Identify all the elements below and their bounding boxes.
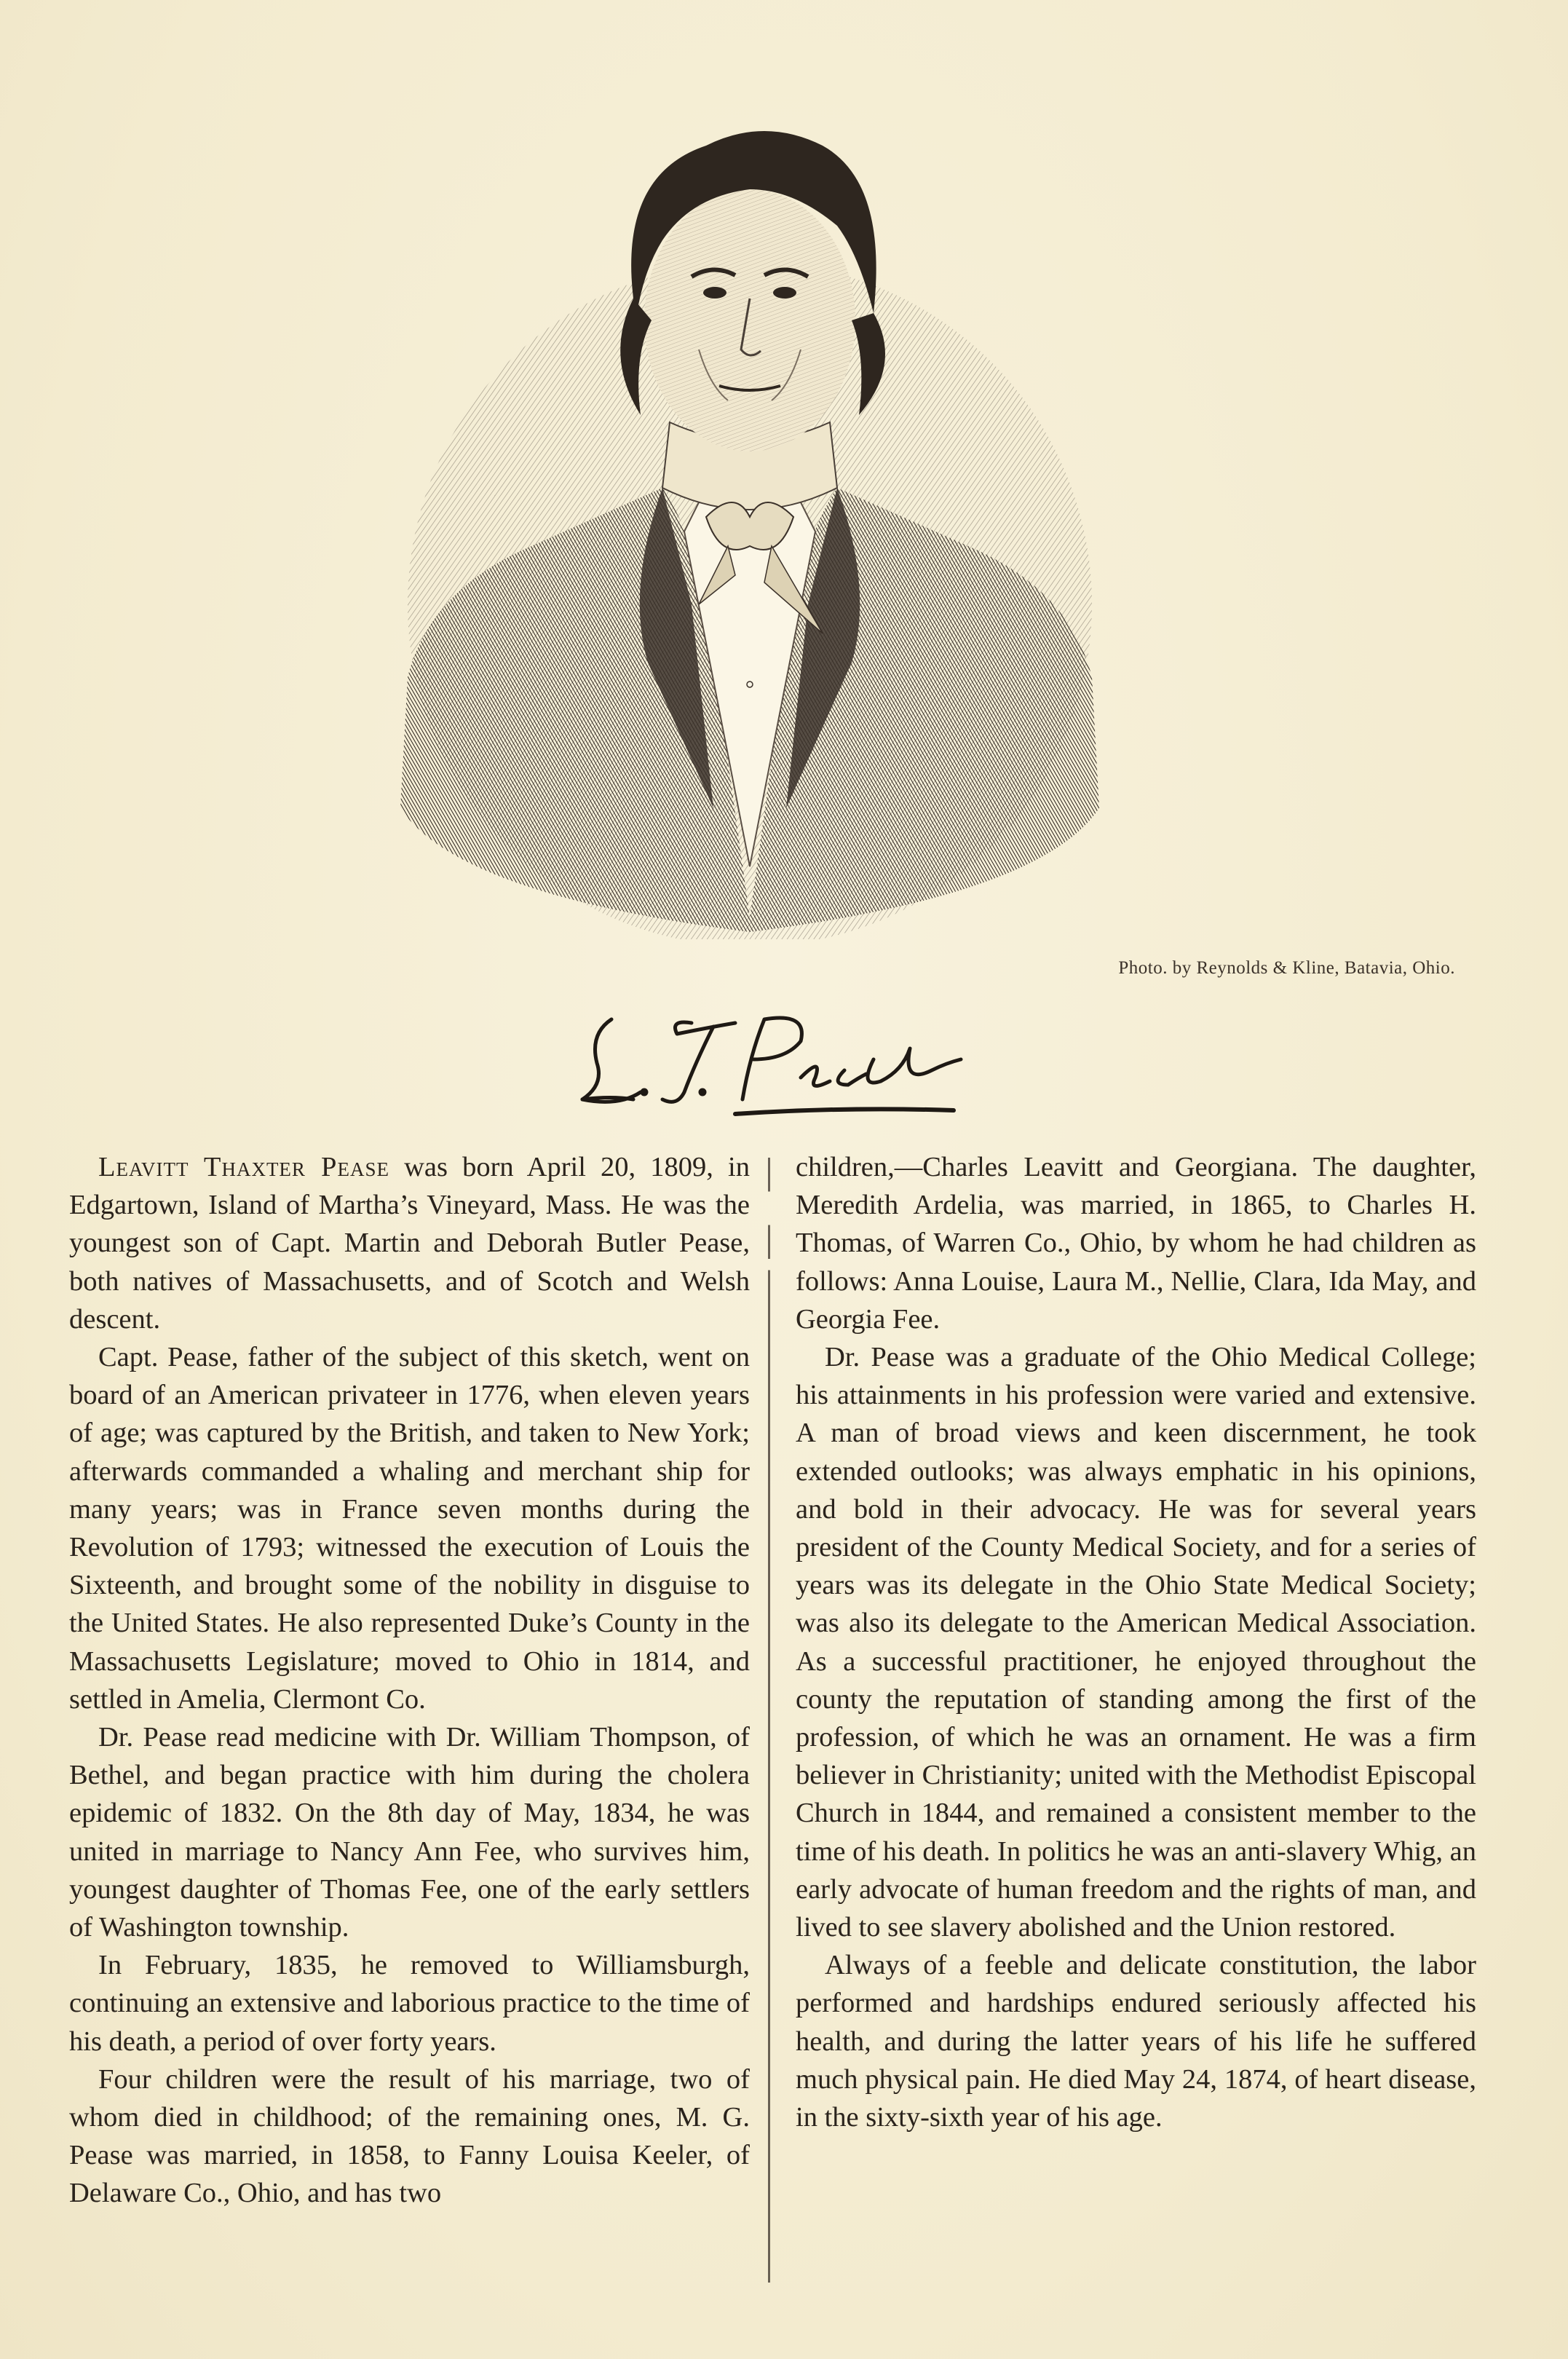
column-divider — [768, 1158, 770, 2283]
paragraph-1 — [69, 1148, 750, 1338]
right-column — [796, 1148, 1476, 2136]
paragraph-7: Dr. Pease was a graduate of the Ohio Medical College; his attainments in his profession were varied and extensive. A man of broad views and keen discernment, he took extended outlooks; was always emphatic in his opinions, and bold in their advocacy. He was for several years president of the County Medical Society, and for a series of years was its delegate in the Ohio State Medical Society; was also its delegate to the American Medical Association. As a successful practitioner, he enjoyed throughout the county the reputation of standing among the first of the profession, of which he was an ornament. He was a firm believer in Christianity; united with the Methodist Episcopal Church in 1844, and remained a consistent member to the time of his death. In politics he was an anti-slavery Whig, an early advocate of human freedom and the rights of man, and lived to see slavery abolished and the Union restored. — [796, 1342, 1476, 1943]
paragraph-2: Capt. Pease, father of the subject of this sketch, went on board of an American privateer in 1776, when eleven years of age; was captured by the British, and taken to New York; afterwards commanded a whaling and merchant ship for many years; was in France seven months during the Revolution of 1793; witnessed the execution of Louis the Sixteenth, and brought some of the nobility in disguise to the United States. He also represented Duke’s County in the Massachusetts Legislature; moved to Ohio in 1814, and settled in Amelia, Clermont Co. — [69, 1342, 750, 1715]
portrait-engraving — [386, 80, 1114, 939]
left-column — [69, 1148, 750, 2213]
paragraph-6: children,—Charles Leavitt and Georgiana. The daughter, Meredith Ardelia, was married, in 1865, to Charles H. Thomas, of Warren Co., Ohio, by whom he had children as follows: Anna Louise, Laura M., Nellie, Clara, Ida May, and Georgia Fee. — [796, 1152, 1476, 1335]
photo-credit: Photo. by Reynolds & Kline, Batavia, Ohio. — [1118, 958, 1455, 978]
paragraph-3: Dr. Pease read medicine with Dr. William Thompson, of Bethel, and began practice with him during the cholera epidemic of 1832. On the 8th day of May, 1834, he was united in marriage to Nancy Ann Fee, who survives him, youngest daughter of Thomas Fee, one of the early settlers of Washington township. — [69, 1722, 750, 1943]
paragraph-5: Four children were the result of his marriage, two of whom died in childhood; of the remaining ones, M. G. Pease was married, in 1858, to Fanny Louisa Keeler, of Delaware Co., Ohio, and has two — [69, 2063, 750, 2209]
paragraph-4: In February, 1835, he removed to Williamsburgh, continuing an extensive and laborious practice to the time of his death, a period of over forty years. — [69, 1950, 750, 2057]
subject-name: Leavitt Thaxter Pease — [98, 1152, 389, 1182]
signature-image — [568, 990, 975, 1129]
paragraph-1-text: was born April 20, 1809, in Edgartown, Island of Martha’s Vineyard, Mass. He was the youngest son of Capt. Martin and Deborah Butler Pease, both natives of Massachusetts, and of Scotch and Welsh descent. — [69, 1152, 750, 1335]
paragraph-8: Always of a feeble and delicate constitution, the labor performed and hardships endured seriously affected his health, and during the latter years of his life he suffered much physical pain. He died May 24, 1874, of heart disease, in the sixty-sixth year of his age. — [796, 1950, 1476, 2133]
